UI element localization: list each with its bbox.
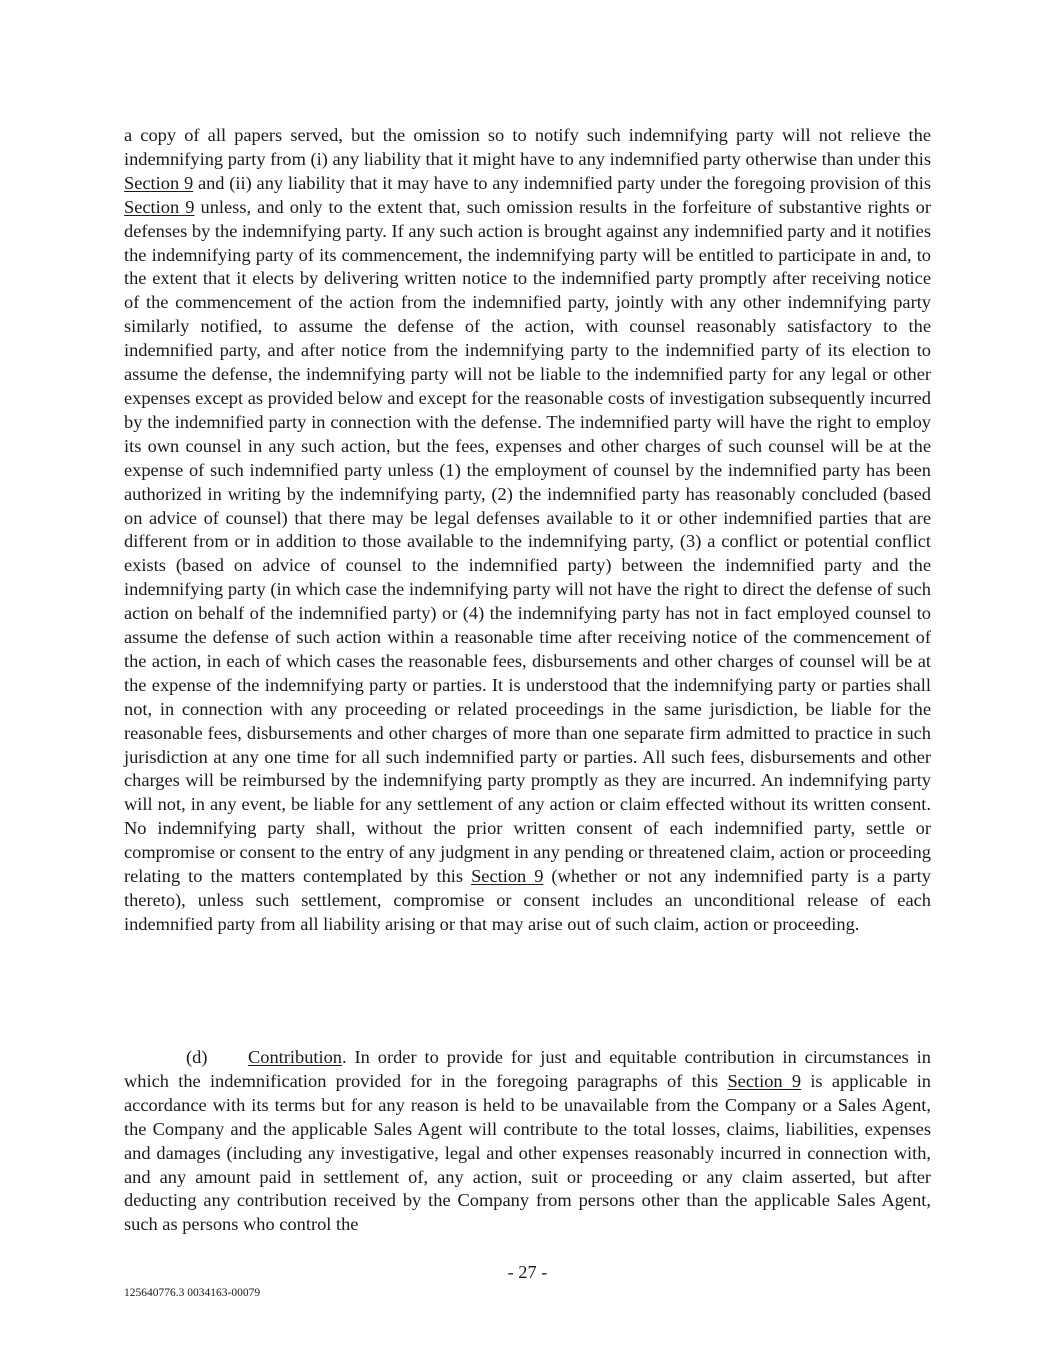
paragraph-text: . In order to provide for just and equitable contribution in circumstances in which the indemnification provided for in the foregoing paragraphs of this <box>124 1047 931 1091</box>
body-paragraph-contribution <box>124 1046 931 1237</box>
paragraph-text: is applicable in accordance with its terms but for any reason is held to be unavailable from the Company or a Sales Agent, the Company and the applicable Sales Agent will contribute to the total losses, claims, liabilities, expenses and damages (including any investigative, legal and other expenses reasonably incurred in connection with, and any amount paid in settlement of, any action, suit or proceeding or any claim asserted, but after deducting any contribution received by the Company from persons other than the applicable Sales Agent, such as persons who control the <box>124 1070 931 1235</box>
document-id: 125640776.3 0034163-00079 <box>124 1287 261 1299</box>
subsection-label: (d) <box>186 1047 208 1067</box>
body-paragraph-indemnification-procedure <box>124 124 931 937</box>
paragraph-text: (whether or not any indemnified party is a party thereto), unless such settlement, compromise or consent includes an unconditional release of each indemnified party from all liability arising or that may arise out of such claim, action or proceeding. <box>124 866 931 934</box>
subsection-heading: Contribution <box>248 1047 343 1067</box>
section-reference: Section 9 <box>471 866 544 887</box>
section-reference: Section 9 <box>727 1070 802 1091</box>
paragraph-text: unless, and only to the extent that, such omission results in the forfeiture of substantive rights or defenses by the indemnifying party. If any such action is brought against any indemnified party and it notifies the indemnifying party of its commencement, the indemnifying party will be entitled to participate in and, to the extent that it elects by delivering written notice to the indemnified party promptly after receiving notice of the commencement of the action from the indemnified party, jointly with any other indemnifying party similarly notified, to assume the defense of the action, with counsel reasonably satisfactory to the indemnified party, and after notice from the indemnifying party to the indemnified party of its election to assume the defense, the indemnifying party will not be liable to the indemnified party for any legal or other expenses except as provided below and except for the reasonable costs of investigation subsequently incurred by the indemnified party in connection with the defense. The indemnified party will have the right to employ its own counsel in any such action, but the fees, expenses and other charges of such counsel will be at the expense of such indemnified party unless (1) the employment of counsel by the indemnified party has been authorized in writing by the indemnifying party, (2) the indemnified party has reasonably concluded (based on advice of counsel) that there may be legal defenses available to it or other indemnified parties that are different from or in addition to those available to the indemnifying party, (3) a conflict or potential conflict exists (based on advice of counsel to the indemnified party) between the indemnified party and the indemnifying party (in which case the indemnifying party will not have the right to direct the defense of such action on behalf of the indemnified party) or (4) the indemnifying party has not in fact employed counsel to assume the defense of such action within a reasonable time after receiving notice of the commencement of the action, in each of which cases the reasonable fees, disbursements and other charges of counsel will be at the expense of the indemnifying party or parties. It is understood that the indemnifying party or parties shall not, in connection with any proceeding or related proceedings in the same jurisdiction, be liable for the reasonable fees, disbursements and other charges of more than one separate firm admitted to practice in such jurisdiction at any one time for all such indemnified party or parties. All such fees, disbursements and other charges will be reimbursed by the indemnifying party promptly as they are incurred. An indemnifying party will not, in any event, be liable for any settlement of any action or claim effected without its written consent. No indemnifying party shall, without the prior written consent of each indemnified party, settle or compromise or consent to the entry of any judgment in any pending or threatened claim, action or proceeding relating to the matters contemplated by this <box>124 196 931 887</box>
paragraph-text: and (ii) any liability that it may have to any indemnified party under the foregoing provision of this <box>193 172 931 193</box>
section-reference: Section 9 <box>124 172 194 193</box>
page-number: - 27 - <box>507 1262 548 1282</box>
paragraph-text: a copy of all papers served, but the omission so to notify such indemnifying party will not relieve the indemnifying party from (i) any liability that it might have to any indemnified party otherwise than under this <box>124 125 931 169</box>
section-reference: Section 9 <box>124 196 195 217</box>
